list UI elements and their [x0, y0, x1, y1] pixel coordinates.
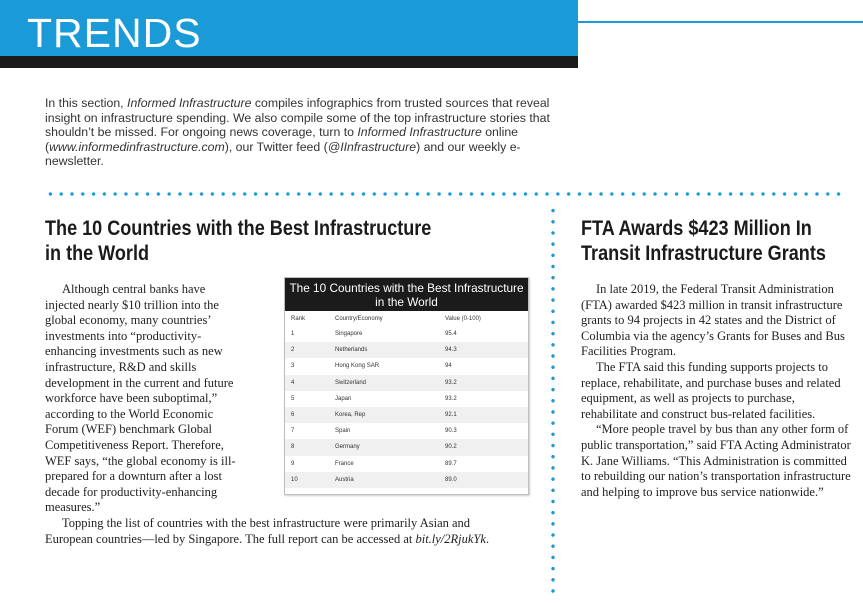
rank-cell: 3: [291, 363, 295, 370]
publication-name: Informed Infrastructure: [357, 125, 482, 140]
left-article-headline: The 10 Countries with the Best Infrastructure in the World: [45, 217, 432, 265]
rank-cell: 4: [291, 379, 295, 386]
table-row: [285, 358, 528, 374]
trends-banner: [0, 0, 578, 58]
right-article-headline: FTA Awards $423 Million In Transit Infrastructure Grants: [581, 217, 826, 265]
value-cell: 93.2: [445, 395, 457, 402]
value-cell: 94.3: [445, 347, 457, 354]
table-row: [285, 391, 528, 407]
table-row: [285, 326, 528, 342]
rank-cell: 8: [291, 444, 295, 451]
rank-cell: 6: [291, 412, 295, 419]
intro-text: ), our Twitter feed (: [224, 139, 328, 154]
left-paragraph-1: Although central banks have injected nearly $10 trillion into the global economy, many countries’ investments into “productivity-enhancing investments such as new infrastructure, R&D and skills development in the current and future workforce have been suboptimal,” according to the World Economic Forum (WEF) benchmark Global Competitiveness Report. Therefore, WEF says, “the global economy is ill-prepared for a downturn after a lost decade for productivity-enhancing measures.”: [45, 282, 236, 515]
dotted-divider-horizontal: [45, 192, 845, 196]
table-grid: [285, 311, 528, 488]
country-cell: France: [335, 460, 354, 467]
country-cell: Germany: [335, 444, 360, 451]
table-row: [285, 423, 528, 439]
right-paragraph-3: “More people travel by bus than any other form of public transportation,” said FTA Acting Administrator K. Jane Williams. “This Administration is committed to rebuilding our nation’s transportation infrastructure and helping to improve bus service nationwide.”: [581, 422, 851, 499]
intro-text: online (: [45, 125, 519, 154]
table-title: The 10 Countries with the Best Infrastructure in the World: [285, 278, 528, 311]
table-row: [285, 472, 528, 488]
banner-underline-bar: [0, 56, 578, 68]
table-row: [285, 456, 528, 472]
rankings-table: [284, 277, 529, 495]
column-header: Rank: [291, 315, 306, 322]
value-cell: 89.0: [445, 476, 457, 483]
right-article-body: [581, 282, 851, 500]
intro-paragraph: [45, 96, 565, 169]
country-cell: Hong Kong SAR: [335, 363, 380, 370]
right-paragraph-2: The FTA said this funding supports projects to replace, rehabilitate, and purchase buses and related equipment, as well as projects to purchase, rehabilitate and construct bus-related facilities.: [581, 359, 841, 421]
country-cell: Korea, Rep: [335, 412, 366, 419]
banner-rule-line: [578, 21, 863, 23]
table-row: [285, 375, 528, 391]
website-link[interactable]: www.informedinfrastructure.com: [49, 139, 225, 154]
intro-text: ) and our weekly e-newsletter.: [45, 139, 521, 169]
right-paragraph-1: In late 2019, the Federal Transit Administration (FTA) awarded $423 million in transit infrastructure grants to 94 projects in 42 states and the District of Columbia via the agency’s Grants for Buses and Bus Facilities Program.: [581, 282, 845, 359]
value-cell: 95.4: [445, 331, 457, 338]
country-cell: Austria: [335, 476, 354, 483]
rank-cell: 2: [291, 347, 295, 354]
value-cell: 90.2: [445, 444, 457, 451]
twitter-handle-link[interactable]: @IInfrastructure: [327, 139, 417, 154]
value-cell: 94: [445, 363, 452, 370]
value-cell: 89.7: [445, 460, 457, 467]
left-paragraph-2: [45, 516, 515, 547]
rank-cell: 1: [291, 331, 295, 338]
publication-name: Informed Infrastructure: [127, 96, 252, 110]
table-header-row: [285, 311, 528, 326]
value-cell: 92.1: [445, 412, 457, 419]
column-header: Value (0-100): [445, 315, 481, 322]
country-cell: Switzerland: [335, 379, 367, 386]
left-paragraph-2-end: .: [485, 531, 490, 546]
rank-cell: 5: [291, 395, 295, 402]
section-title: TRENDS: [27, 10, 202, 56]
country-cell: Japan: [335, 395, 352, 402]
rank-cell: 10: [291, 476, 298, 483]
dotted-divider-vertical: [551, 205, 555, 598]
table-row: [285, 342, 528, 358]
table-row: [285, 439, 528, 455]
rank-cell: 7: [291, 428, 295, 435]
left-paragraph-2-text: Topping the list of countries with the best infrastructure were primarily Asian and European countries—led by Singapore. The full report can be accessed at: [45, 515, 471, 546]
value-cell: 93.2: [445, 379, 457, 386]
value-cell: 90.3: [445, 428, 457, 435]
table-row: [285, 407, 528, 423]
report-link[interactable]: bit.ly/2RjukYk: [415, 531, 486, 546]
country-cell: Singapore: [335, 331, 363, 338]
column-header: Country/Economy: [335, 315, 383, 322]
country-cell: Netherlands: [335, 347, 368, 354]
intro-text: compiles infographics from trusted sources that reveal insight on infrastructure spending. We also compile some of the top infrastructure stories that shouldn’t be missed. For ongoing news coverage, turn to: [45, 96, 550, 140]
country-cell: Spain: [335, 428, 351, 435]
intro-text: In this section,: [45, 96, 128, 110]
rank-cell: 9: [291, 460, 295, 467]
